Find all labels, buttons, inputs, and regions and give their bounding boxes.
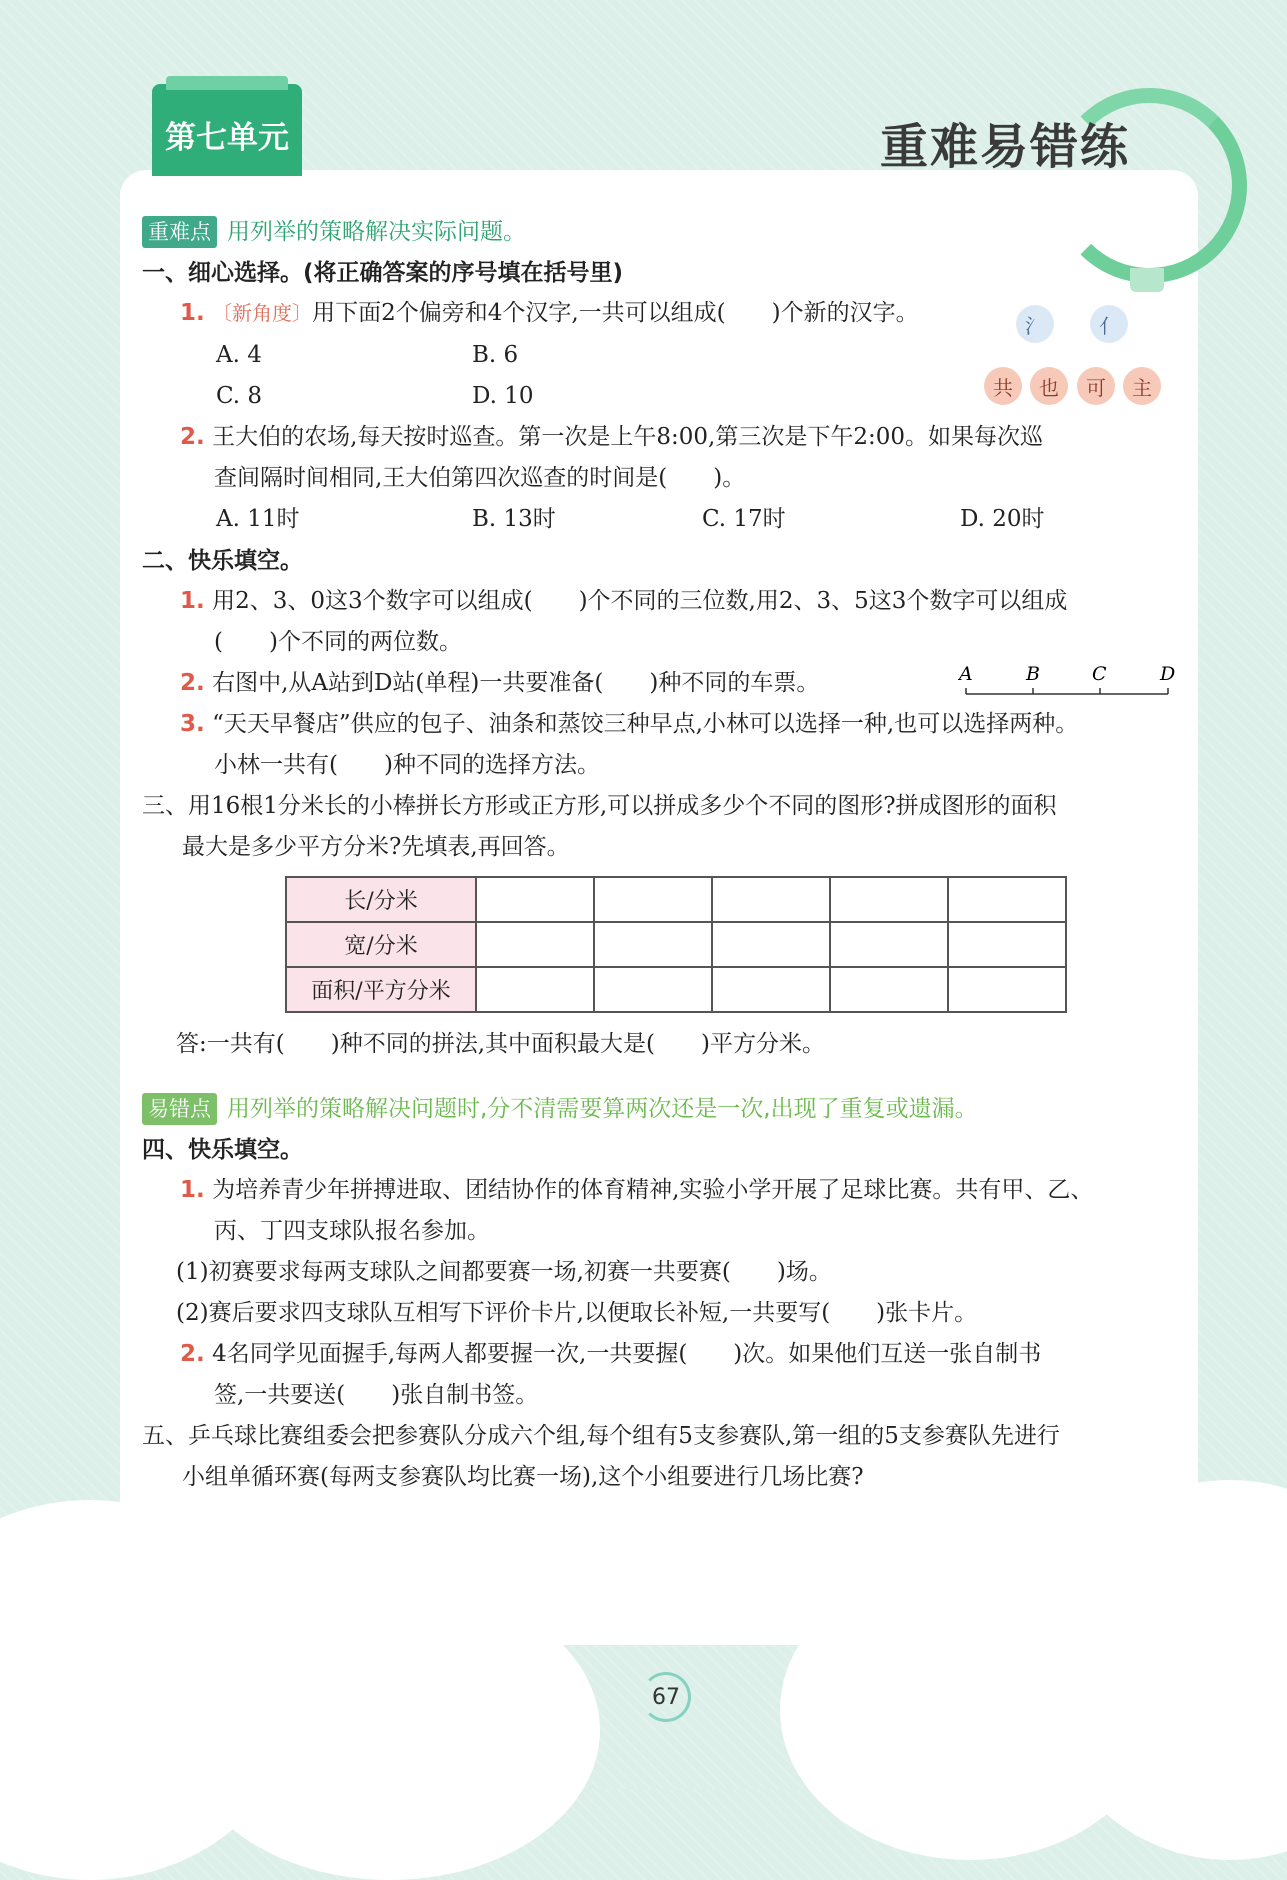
focus-point	[142, 216, 526, 248]
option-d: D. 20时	[960, 506, 1045, 532]
answer-table	[285, 876, 1067, 1013]
unit-label: 第七单元	[165, 120, 289, 156]
option-b: B. 13时	[472, 506, 556, 532]
blank-cell[interactable]	[594, 877, 712, 922]
station-route-diagram	[958, 664, 1176, 704]
part2-heading: 二、快乐填空。	[142, 548, 303, 574]
focus-text: 用列举的策略解决实际问题。	[227, 219, 526, 245]
station-label: A	[959, 664, 973, 685]
part3-question-cont: 最大是多少平方分米?先填表,再回答。	[182, 834, 570, 860]
focus-tag: 重难点	[142, 216, 217, 248]
part4-heading: 四、快乐填空。	[142, 1137, 303, 1163]
question-text-cont: 小林一共有( )种不同的选择方法。	[214, 752, 600, 778]
blank-cell[interactable]	[712, 922, 830, 967]
question-number: 1.	[180, 588, 205, 614]
question-number: 1.	[180, 300, 205, 326]
mistake-point	[142, 1093, 978, 1125]
part3-answer: 答:一共有( )种不同的拼法,其中面积最大是( )平方分米。	[176, 1031, 825, 1057]
part2-q3	[180, 709, 1078, 739]
row-header: 宽/分米	[286, 922, 476, 967]
station-label: D	[1160, 664, 1176, 685]
part4-q1	[180, 1175, 1093, 1205]
table-row	[286, 967, 1066, 1012]
option-a: A. 4	[216, 342, 262, 368]
blank-cell[interactable]	[948, 967, 1066, 1012]
station-label: C	[1092, 664, 1107, 685]
page-title: 重难易错练	[880, 119, 1131, 175]
sub-question-1: (1)初赛要求每两支球队之间都要赛一场,初赛一共要赛( )场。	[176, 1259, 832, 1285]
part5-question-cont: 小组单循环赛(每两支参赛队均比赛一场),这个小组要进行几场比赛?	[182, 1464, 864, 1490]
question-text: 右图中,从A站到D站(单程)一共要准备( )种不同的车票。	[212, 670, 820, 696]
blank-cell[interactable]	[476, 967, 594, 1012]
blank-cell[interactable]	[948, 877, 1066, 922]
blank-cell[interactable]	[594, 922, 712, 967]
part2-q2	[180, 668, 819, 698]
part1-q1	[180, 298, 919, 328]
blank-cell[interactable]	[594, 967, 712, 1012]
question-number: 2.	[180, 424, 205, 450]
sub-question-2: (2)赛后要求四支球队互相写下评价卡片,以便取长补短,一共要写( )张卡片。	[176, 1300, 978, 1326]
row-header: 面积/平方分米	[286, 967, 476, 1012]
question-number: 2.	[180, 670, 205, 696]
question-text-cont: 签,一共要送( )张自制书签。	[214, 1382, 539, 1408]
table-row	[286, 922, 1066, 967]
blank-cell[interactable]	[830, 922, 948, 967]
option-a: A. 11时	[216, 506, 300, 532]
char-card: 可	[1077, 367, 1115, 405]
question-number: 2.	[180, 1341, 205, 1367]
blank-cell[interactable]	[948, 922, 1066, 967]
blank-cell[interactable]	[476, 877, 594, 922]
part4-q2	[180, 1339, 1041, 1369]
table-row	[286, 877, 1066, 922]
part1-heading: 一、细心选择。(将正确答案的序号填在括号里)	[142, 260, 624, 286]
row-header: 长/分米	[286, 877, 476, 922]
question-text: 为培养青少年拼搏进取、团结协作的体育精神,实验小学开展了足球比赛。共有甲、乙、	[212, 1177, 1094, 1203]
question-text: 用下面2个偏旁和4个汉字,一共可以组成( )个新的汉字。	[312, 300, 919, 326]
radical-card: 亻	[1090, 305, 1128, 343]
char-card: 也	[1030, 367, 1068, 405]
part2-q1	[180, 586, 1067, 616]
blank-cell[interactable]	[476, 922, 594, 967]
blank-cell[interactable]	[830, 877, 948, 922]
option-c: C. 8	[216, 383, 263, 409]
option-d: D. 10	[472, 383, 534, 409]
part3-question: 三、用16根1分米长的小棒拼长方形或正方形,可以拼成多少个不同的图形?拼成图形的面积	[142, 793, 1057, 819]
balloon-basket-decoration	[1130, 268, 1164, 292]
question-text-cont: 丙、丁四支球队报名参加。	[214, 1218, 490, 1244]
question-text: 用2、3、0这3个数字可以组成( )个不同的三位数,用2、3、5这3个数字可以组成	[212, 588, 1068, 614]
char-card: 共	[984, 367, 1022, 405]
question-number: 1.	[180, 1177, 205, 1203]
option-c: C. 17时	[702, 506, 786, 532]
question-text: 4名同学见面握手,每两人都要握一次,一共要握( )次。如果他们互送一张自制书	[212, 1341, 1042, 1367]
question-text-cont: 查间隔时间相同,王大伯第四次巡查的时间是( )。	[214, 465, 746, 491]
radical-card: 氵	[1016, 305, 1054, 343]
question-text: 王大伯的农场,每天按时巡查。第一次是上午8:00,第三次是下午2:00。如果每次巡	[212, 424, 1043, 450]
part5-question: 五、乒乓球比赛组委会把参赛队分成六个组,每个组有5支参赛队,第一组的5支参赛队先进行	[142, 1423, 1060, 1449]
page-number: 67	[641, 1672, 691, 1722]
new-angle-tag: 〔新角度〕	[212, 301, 313, 325]
mistake-text: 用列举的策略解决问题时,分不清需要算两次还是一次,出现了重复或遗漏。	[227, 1096, 978, 1122]
blank-cell[interactable]	[712, 877, 830, 922]
question-text: “天天早餐店”供应的包子、油条和蒸饺三种早点,小林可以选择一种,也可以选择两种。	[212, 711, 1079, 737]
blank-cell[interactable]	[830, 967, 948, 1012]
char-card: 主	[1123, 367, 1161, 405]
unit-tab	[152, 84, 302, 176]
part1-q2	[180, 422, 1043, 452]
mistake-tag: 易错点	[142, 1093, 217, 1125]
option-b: B. 6	[472, 342, 519, 368]
blank-cell[interactable]	[712, 967, 830, 1012]
question-text-cont: ( )个不同的两位数。	[214, 629, 462, 655]
station-label: B	[1026, 664, 1040, 685]
question-number: 3.	[180, 711, 205, 737]
